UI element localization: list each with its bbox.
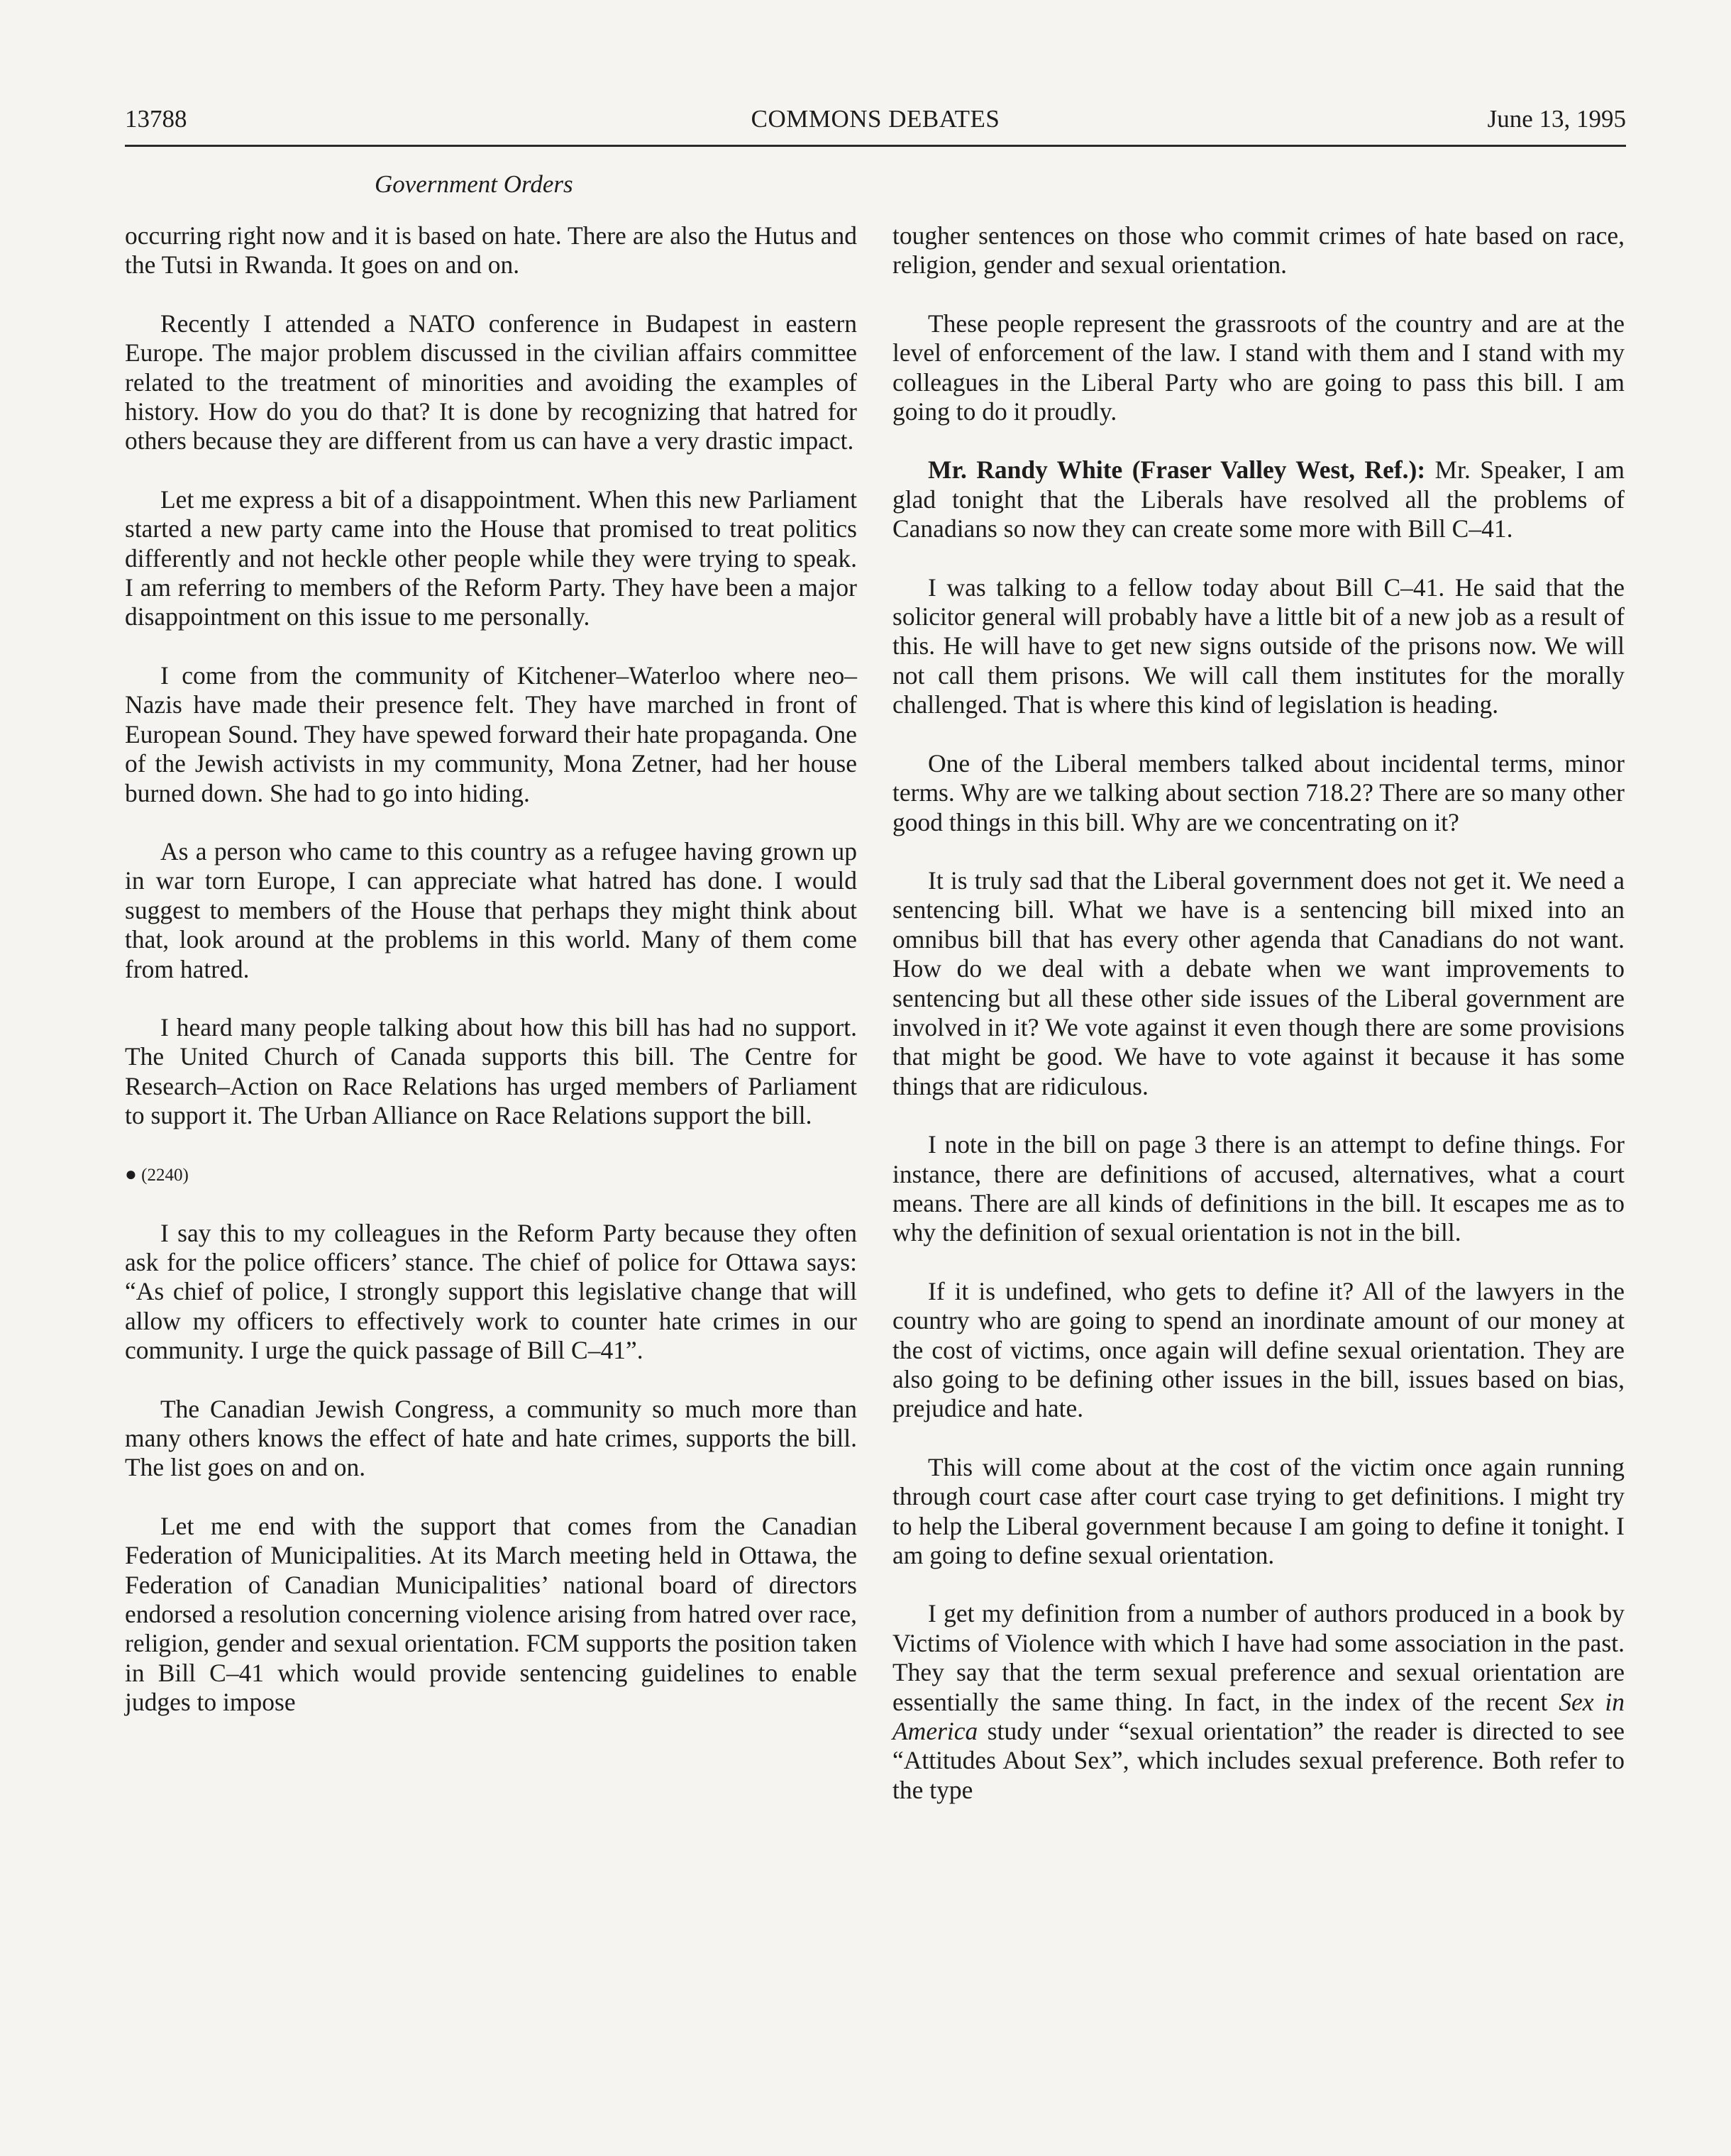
paragraph: It is truly sad that the Liberal government does not get it. We need a sentencing bill. What we have is a sentencing bill mixed into an omnibus bill that has every other agenda that Canadians do not want. How do we deal with a debate when we want improvements to sentencing but all these other side issues of the Liberal government are involved in it? We vote against it even though there are some provisions that might be good. We have to vote against it because it has some things that are ridiculous. bbox=[892, 866, 1625, 1100]
book-title: Sex in America bbox=[892, 1687, 1625, 1746]
paragraph: I come from the community of Kitchener–Waterloo where neo–Nazis have made their presence felt. They have marched in front of European Sound. They have spewed forward their hate propaganda. One of the Jewish activists in my community, Mona Zetner, had her house burned down. She had to go into hiding. bbox=[125, 660, 857, 807]
paragraph: As a person who came to this country as a refugee having grown up in war torn Europe, I can appreciate what hatred has done. I would suggest to members of the House that perhaps they might think about that, look around at the problems in this world. Many of them come from hatred. bbox=[125, 836, 857, 983]
paragraph bbox=[892, 1599, 1625, 1805]
paragraph: If it is undefined, who gets to define it? All of the lawyers in the country who are going to spend an inordinate amount of our money at the cost of victims, once again will define sexual orientation. They are also going to be defining other issues in the bill, issues based on bias, prejudice and hate. bbox=[892, 1276, 1625, 1423]
paragraph: I note in the bill on page 3 there is an attempt to define things. For instance, there are definitions of accused, alternatives, what a court means. There are all kinds of definitions in the bill. It escapes me as to why the definition of sexual orientation is not in the bill. bbox=[892, 1130, 1625, 1247]
paragraph: occurring right now and it is based on hate. There are also the Hutus and the Tutsi in Rwanda. It goes on and on. bbox=[125, 221, 857, 280]
paragraph: I heard many people talking about how this bill has had no support. The United Church of Canada supports this bill. The Centre for Research–Action on Race Relations has urged members of Parliament to support it. The Urban Alliance on Race Relations support the bill. bbox=[125, 1012, 857, 1130]
bullet-icon: ● bbox=[125, 1163, 137, 1185]
speech-text: Mr. Speaker, I am glad tonight that the Liberals have resolved all the problems of Canadians so now they can create some more with Bill C–41. bbox=[892, 455, 1625, 543]
speaker-name: Mr. Randy White (Fraser Valley West, Ref.): bbox=[928, 455, 1426, 485]
paragraph: Recently I attended a NATO conference in Budapest in eastern Europe. The major problem discussed in the civilian affairs committee related to the treatment of minorities and avoiding the examples of history. How do you do that? It is done by recognizing that hatred for others because they are different from us can have a very drastic impact. bbox=[125, 309, 857, 455]
left-column bbox=[125, 221, 857, 1747]
paragraph: tougher sentences on those who commit crimes of hate based on race, religion, gender and sexual orientation. bbox=[892, 221, 1625, 280]
page-header bbox=[125, 99, 1626, 145]
paragraph: I say this to my colleagues in the Reform Party because they often ask for the police officers’ stance. The chief of police for Ottawa says: “As chief of police, I strongly support this legislative change that will allow my officers to effectively work to counter hate crimes in our community. I urge the quick passage of Bill C–41”. bbox=[125, 1218, 857, 1365]
paragraph: This will come about at the cost of the victim once again running through court case after court case trying to get definitions. I might try to help the Liberal government because I am going to define it tonight. I am going to define sexual orientation. bbox=[892, 1452, 1625, 1570]
publication-date: June 13, 1995 bbox=[1487, 105, 1626, 133]
paragraph: These people represent the grassroots of the country and are at the level of enforcement of the law. I stand with them and I stand with my colleagues in the Liberal Party who are going to pass this bill. I am going to do it proudly. bbox=[892, 309, 1625, 426]
paragraph: Let me end with the support that comes from the Canadian Federation of Municipalities. At its March meeting held in Ottawa, the Federation of Canadian Municipalities’ national board of directors endorsed a resolution concerning violence arising from hatred over race, religion, gender and sexual orientation. FCM supports the position taken in Bill C–41 which would provide sentencing guidelines to enable judges to impose bbox=[125, 1511, 857, 1717]
paragraph: The Canadian Jewish Congress, a community so much more than many others knows the effect of hate and hate crimes, supports the bill. The list goes on and on. bbox=[125, 1394, 857, 1482]
time-marker bbox=[125, 1160, 857, 1190]
section-label: Government Orders bbox=[375, 170, 573, 198]
right-column bbox=[892, 221, 1625, 1834]
paragraph-text: I get my definition from a number of authors produced in a book by Victims of Violence with which I have had some association in the past. They say that the term sexual preference and sexual orientation are essentially the same thing. In fact, in the index of the recent bbox=[892, 1599, 1625, 1716]
publication-title: COMMONS DEBATES bbox=[751, 105, 1000, 133]
paragraph: I was talking to a fellow today about Bill C–41. He said that the solicitor general will probably have a little bit of a new job as a result of this. He will have to get new signs outside of the prisons now. We will not call them prisons. We will call them institutes for the morally challenged. That is where this kind of legislation is heading. bbox=[892, 573, 1625, 719]
speaker-paragraph bbox=[892, 455, 1625, 543]
page-number: 13788 bbox=[125, 105, 187, 133]
paragraph-text: study under “sexual orientation” the reader is directed to see “Attitudes About Sex”, which includes sexual preference. Both refer to the type bbox=[892, 1717, 1625, 1804]
header-divider bbox=[125, 145, 1626, 147]
time-marker-text: (2240) bbox=[141, 1165, 189, 1185]
paragraph: Let me express a bit of a disappointment. When this new Parliament started a new party came into the House that promised to treat politics differently and not heckle other people while they were trying to speak. I am referring to members of the Reform Party. They have been a major disappointment on this issue to me personally. bbox=[125, 485, 857, 631]
paragraph: One of the Liberal members talked about incidental terms, minor terms. Why are we talking about section 718.2? There are so many other good things in this bill. Why are we concentrating on it? bbox=[892, 748, 1625, 836]
